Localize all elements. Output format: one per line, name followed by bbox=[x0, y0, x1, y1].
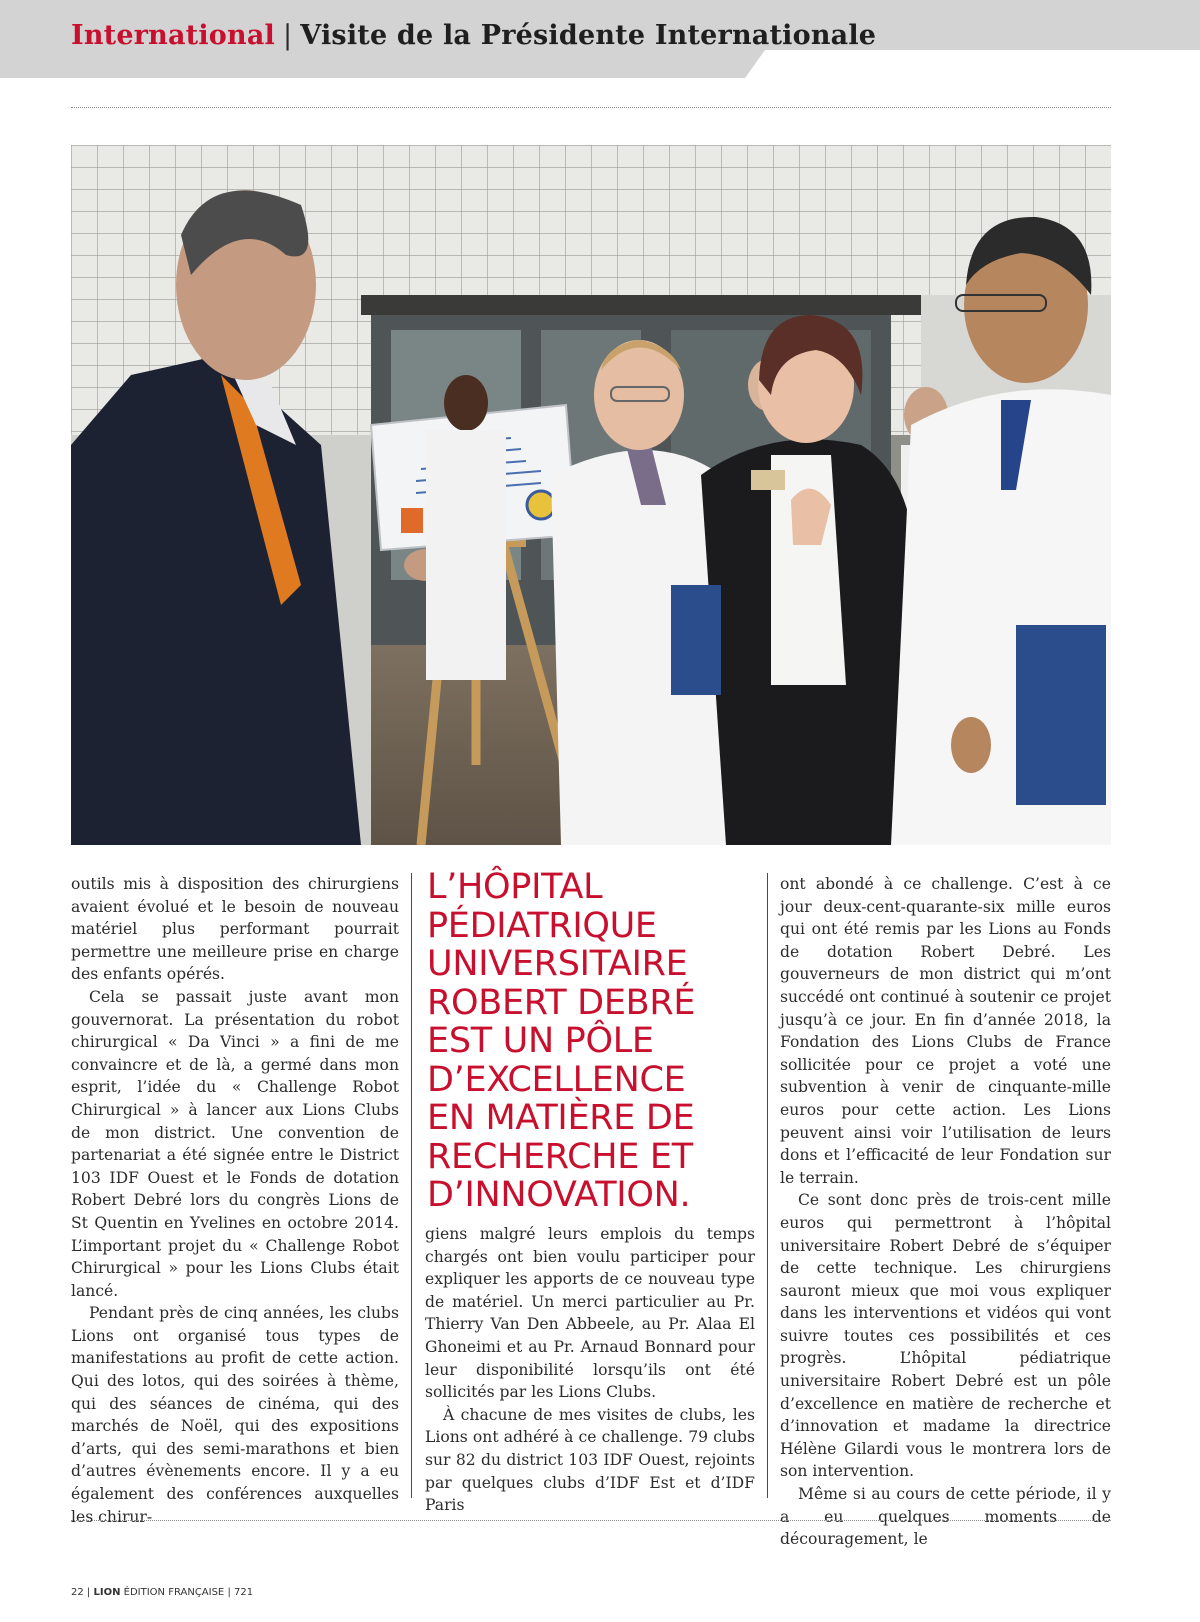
article-paragraph: Cela se passait juste avant mon gouvernorat. La présentation du robot chirurgical « Da Vinci » a fini de me convaincre et de là, a germé dans mon esprit, l’idée du « Challenge Robot Chirurgical » à lancer aux Lions Clubs de mon district. Une convention de partenariat a été signée entre le District 103 IDF Ouest et le Fonds de dotation Robert Debré lors du congrès Lions de St Quentin en Yvelines en octobre 2014. L’important projet du « Challenge Robot Chirurgical » pour les Lions Clubs était lancé. bbox=[71, 987, 399, 1300]
pull-quote-line: ROBERT DEBRÉ bbox=[427, 982, 696, 1023]
footer-separator: | bbox=[227, 1587, 231, 1598]
top-dotted-rule bbox=[71, 107, 1111, 108]
article-paragraph: outils mis à disposition des chirurgiens avaient évolué et le besoin de nouveau matériel plus performant pourrait permettre une meilleure prise en charge des enfants opérés. bbox=[71, 875, 399, 984]
header-separator: | bbox=[282, 20, 293, 51]
section-title: Visite de la Présidente Internationale bbox=[300, 20, 877, 51]
page-footer bbox=[71, 1587, 253, 1598]
pull-quote-line: D’EXCELLENCE bbox=[427, 1059, 686, 1100]
section-category: International bbox=[71, 20, 275, 51]
article-paragraph: À chacune de mes visites de clubs, les Lions ont adhéré à ce challenge. 79 clubs sur 82 du district 103 IDF Ouest, rejoints par quelques clubs d’IDF Est et d’IDF Paris bbox=[425, 1405, 755, 1515]
column-divider-left bbox=[411, 873, 412, 1498]
header-title bbox=[71, 20, 876, 51]
article-column-1 bbox=[71, 873, 399, 1528]
bottom-dotted-rule bbox=[71, 1520, 1111, 1521]
pull-quote-line: EST UN PÔLE bbox=[427, 1021, 654, 1061]
footer-separator: | bbox=[86, 1587, 91, 1598]
pull-quote-line: D’INNOVATION. bbox=[427, 1175, 691, 1215]
pull-quote-line: UNIVERSITAIRE bbox=[427, 944, 688, 984]
magazine-edition: ÉDITION FRANÇAISE bbox=[123, 1587, 225, 1598]
pull-quote-line: RECHERCHE ET bbox=[427, 1136, 693, 1177]
article-paragraph: Ce sont donc près de trois-cent mille euros qui permettront à l’hôpital universitaire Robert Debré de s’équiper de cette technique. Les chirurgiens sauront mieux que moi vous expliquer dans les interventions et vidéos qui vont suivre toutes ces possibilités et ces progrès. L’hôpital pédiatrique universitaire Robert Debré est un pôle d’excellence en matière de recherche et d’innovation et madame la directrice Hélène Gilardi vous le montrera lors de son intervention. bbox=[780, 1191, 1111, 1481]
section-header bbox=[0, 0, 1200, 78]
pull-quote-line: PÉDIATRIQUE bbox=[427, 905, 657, 946]
article-paragraph: Même si au cours de cette période, il y a eu quelques moments de découragement, le bbox=[780, 1485, 1111, 1549]
column-divider-right bbox=[767, 873, 768, 1498]
issue-number: 721 bbox=[234, 1587, 254, 1598]
article-paragraph: giens malgré leurs emplois du temps chargés ont bien voulu participer pour expliquer les apports de ce nouveau type de matériel. Un merci particulier au Pr. Thierry Van Den Abbeele, au Pr. Alaa El Ghoneimi et au Pr. Arnaud Bonnard pour leur disponibilité lorsqu’ils ont été sollicités par les Lions Clubs. bbox=[425, 1225, 755, 1402]
pull-quote-line: L’HÔPITAL bbox=[427, 867, 603, 907]
article-paragraph: ont abondé à ce challenge. C’est à ce jour deux-cent-quarante-six mille euros qui ont été remis par les Lions au Fonds de dotation Robert Debré. Les gouverneurs de mon district qui m’ont succédé ont continué à soutenir ce projet jusqu’à ce jour. En fin d’année 2018, la Fondation des Lions Clubs de France sollicitée pour ce projet a voté une subvention à venir de cinquante-mille euros pour cette action. Les Lions peuvent ainsi voir l’utilisation de leurs dons et l’efficacité de leur Fondation sur le terrain. bbox=[780, 875, 1111, 1187]
magazine-name: LION bbox=[93, 1587, 121, 1598]
pull-quote-line: EN MATIÈRE DE bbox=[427, 1098, 695, 1138]
article-column-3 bbox=[780, 873, 1111, 1551]
pull-quote bbox=[427, 868, 757, 1215]
article-column-2 bbox=[425, 1223, 755, 1517]
article-photo bbox=[71, 145, 1111, 845]
page-number: 22 bbox=[71, 1587, 84, 1598]
photo-illustration bbox=[71, 145, 1111, 845]
article-paragraph: Pendant près de cinq années, les clubs Lions ont organisé tous types de manifestations au profit de cette action. Qui des lotos, qui des soirées à thème, qui des séances de cinéma, qui des marchés de Noël, qui des expositions d’arts, qui des semi-marathons et bien d’autres évènements encore. Il y a eu également des conférences auxquelles les chirur- bbox=[71, 1304, 399, 1526]
